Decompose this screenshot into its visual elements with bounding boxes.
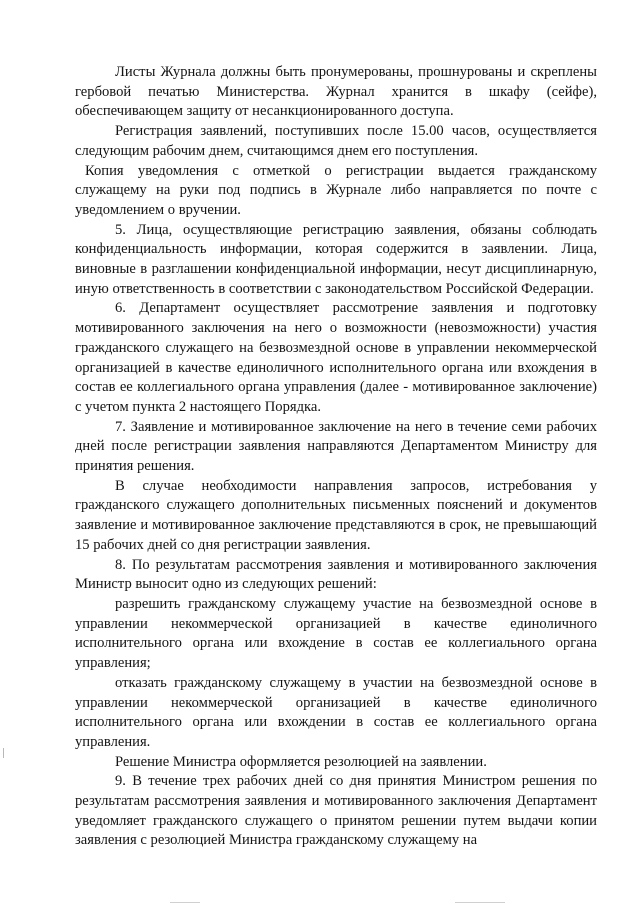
paragraph-decision-refuse: отказать гражданскому служащему в участии на безвозмездной основе в управлении некоммерческой организацией в качестве единоличного исполнительного органа или вхождении в состав ее коллегиального органа управления.: [75, 674, 597, 750]
paragraph-notification-copy: Копия уведомления с отметкой о регистрации выдается гражданскому служащему на руки под подпись в Журнале либо направляется по почте с уведомлением о вручении.: [75, 162, 597, 218]
paragraph-item-8: 8. По результатам рассмотрения заявления и мотивированного заключения Министр выносит одно из следующих решений:: [75, 556, 597, 593]
paragraph-item-9: 9. В течение трех рабочих дней со дня принятия Министром решения по результатам рассмотрения заявления и мотивированного заключения Департамент уведомляет гражданского служащего о принятом решении путем выдачи копии заявления с резолюцией Министра гражданскому служащему на: [75, 773, 597, 849]
paragraph-item-6: 6. Департамент осуществляет рассмотрение заявления и подготовку мотивированного заключения на него о возможности (невозможности) участия гражданского служащего на безвозмездной основе в управлении некоммерческой организацией в качестве единоличного исполнительного органа или вхождения в состав ее коллегиального органа управления (далее - мотивированное заключение) с учетом пункта 2 настоящего Порядка.: [75, 300, 597, 415]
paragraph-journal-sheets: Листы Журнала должны быть пронумерованы, прошнурованы и скреплены гербовой печатью Министерства. Журнал хранится в шкафу (сейфе), обеспечивающем защиту от несанкционированного доступа.: [75, 64, 597, 120]
document-body: [75, 63, 597, 851]
scan-bottom-mark-right: [455, 902, 505, 903]
paragraph-registration-time: Регистрация заявлений, поступивших после 15.00 часов, осуществляется следующим рабочим днем, считающимся днем его поступления.: [75, 123, 597, 159]
paragraph-item-5: 5. Лица, осуществляющие регистрацию заявления, обязаны соблюдать конфиденциальность информации, которая содержится в заявлении. Лица, виновные в разглашении конфиденциальной информации, несут дисциплинарную, иную ответственность в соответствии с законодательством Российской Федерации.: [75, 221, 597, 297]
paragraph-decision-allow: разрешить гражданскому служащему участие на безвозмездной основе в управлении некоммерческой организацией в качестве единоличного исполнительного органа или вхождение в состав ее коллегиального органа управления;: [75, 595, 597, 672]
paragraph-resolution: Решение Министра оформляется резолюцией на заявлении.: [115, 753, 487, 770]
scan-bottom-mark-left: [170, 902, 200, 903]
scan-edge-mark: [3, 748, 4, 758]
paragraph-item-7: 7. Заявление и мотивированное заключение на него в течение семи рабочих дней после регистрации заявления направляются Департаментом Министру для принятия решения.: [75, 418, 597, 475]
paragraph-requests: В случае необходимости направления запросов, истребования у гражданского служащего дополнительных письменных пояснений и документов заявление и мотивированное заключение представляются в срок, не превышающий 15 рабочих дней со дня регистрации заявления.: [75, 477, 597, 553]
